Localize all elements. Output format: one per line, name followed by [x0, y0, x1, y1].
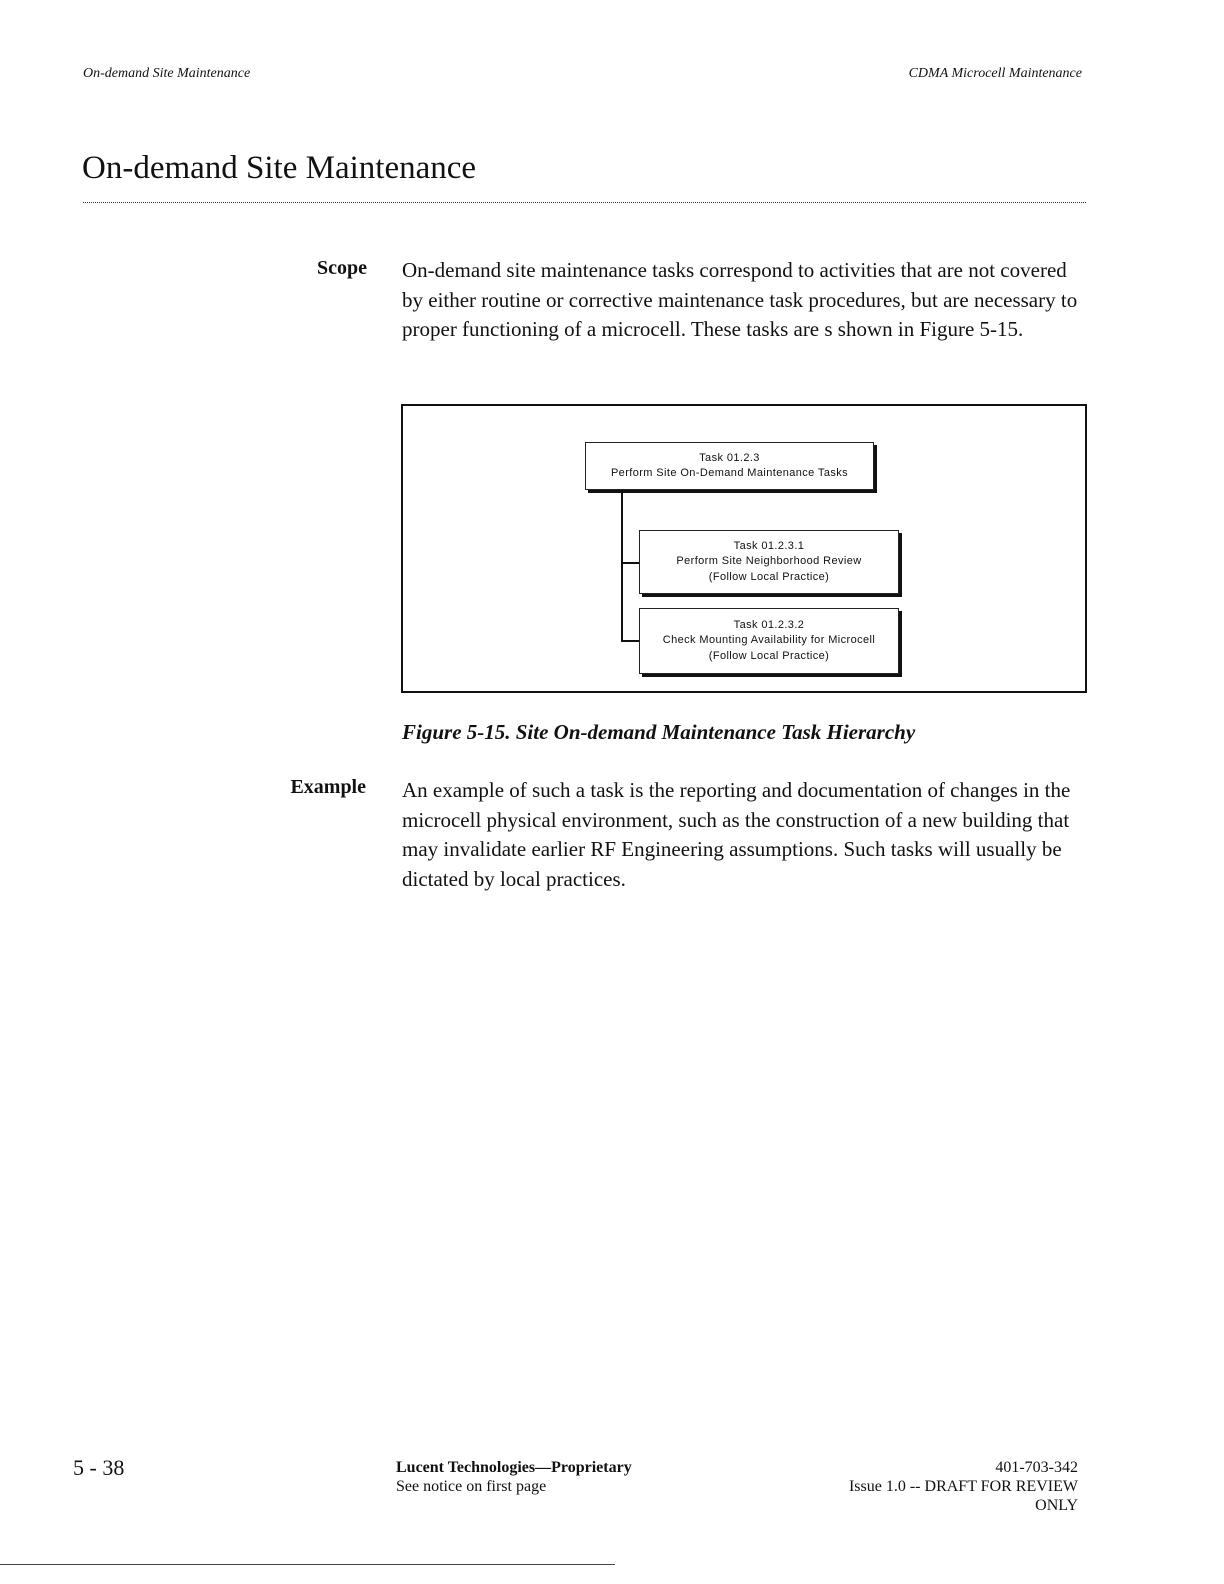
scope-label: Scope: [317, 257, 367, 279]
footer-center: [396, 1458, 632, 1496]
hierarchy-connector-branch-2: [621, 640, 640, 642]
task-id: Task 01.2.3: [699, 451, 760, 464]
footer-right: [849, 1458, 1078, 1515]
task-title: Perform Site On-Demand Maintenance Tasks: [610, 467, 849, 479]
running-header-left: On-demand Site Maintenance: [83, 66, 251, 81]
issue-line-2: ONLY: [1035, 1497, 1078, 1514]
task-note: (Follow Local Practice): [708, 649, 830, 662]
page-number: 5 - 38: [73, 1455, 125, 1480]
scope-paragraph: On-demand site maintenance tasks correspond to activities that are not covered by either routine or corrective maintenance task procedures, but are necessary to proper functioning of a microcell. These tasks are s shown in Figure 5-15.: [402, 258, 1078, 341]
doc-number: 401-703-342: [995, 1459, 1078, 1476]
page-title: On-demand Site Maintenance: [82, 150, 477, 186]
hierarchy-connector-vertical: [621, 490, 623, 642]
task-box-child-1: [639, 530, 899, 594]
footer-notice: See notice on first page: [396, 1478, 547, 1495]
bottom-divider: [0, 1564, 615, 1565]
figure-caption: Figure 5-15. Site On-demand Maintenance Task Hierarchy: [402, 720, 916, 744]
title-divider: [83, 202, 1086, 203]
task-title: Perform Site Neighborhood Review: [676, 555, 862, 568]
task-hierarchy-figure: [401, 404, 1087, 693]
example-label: Example: [290, 776, 366, 798]
footer-company: Lucent Technologies—Proprietary: [396, 1459, 632, 1476]
running-header-right: CDMA Microcell Maintenance: [908, 66, 1082, 81]
task-box-child-2: [639, 608, 899, 674]
example-paragraph: An example of such a task is the reporting and documentation of changes in the microcell physical environment, such as the construction of a new building that may invalidate earlier RF Engineering assumptions. Such tasks will usually be dictated by local practices.: [402, 778, 1071, 891]
task-title: Check Mounting Availability for Microcell: [662, 634, 876, 647]
task-id: Task 01.2.3.2: [733, 618, 805, 631]
task-id: Task 01.2.3.1: [733, 539, 805, 552]
task-box-root: [585, 442, 874, 490]
issue-line-1: Issue 1.0 -- DRAFT FOR REVIEW: [848, 1478, 1078, 1495]
hierarchy-connector-branch-1: [621, 562, 640, 564]
task-note: (Follow Local Practice): [708, 570, 830, 583]
